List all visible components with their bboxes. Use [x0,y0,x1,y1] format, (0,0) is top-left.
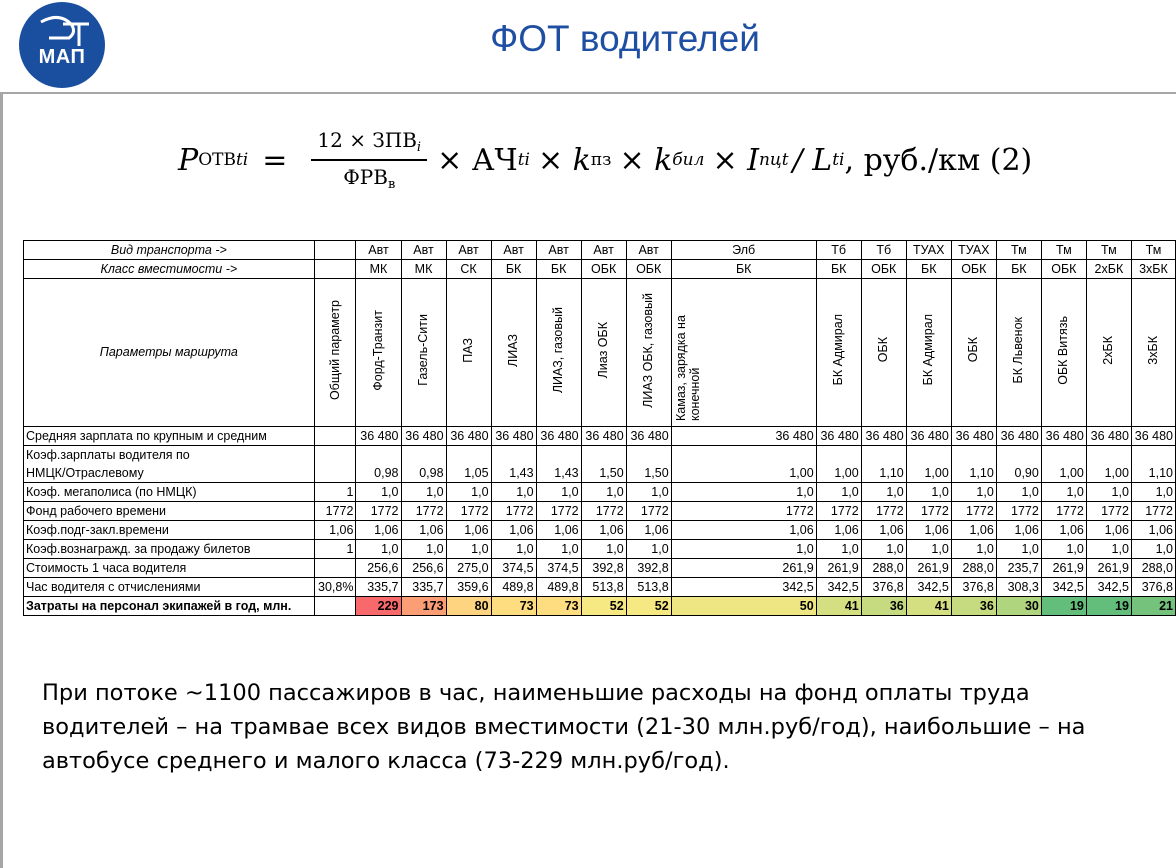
value-cell: 36 480 [1041,427,1086,446]
table-row [24,559,1176,578]
value-cell: 1,10 [861,464,906,483]
value-cell [816,446,861,465]
total-cell: 36 [861,597,906,616]
model-cell [491,279,536,427]
value-cell: 1,06 [356,521,401,540]
value-cell: 1,0 [401,540,446,559]
value-cell: 1,0 [1041,540,1086,559]
class-cell: ОБК [581,260,626,279]
class-cell: БК [816,260,861,279]
value-cell: 1,05 [446,464,491,483]
value-cell: 376,8 [1131,578,1175,597]
value-cell: 1,0 [906,540,951,559]
transport-cell: ТУАХ [906,241,951,260]
value-cell: 1,0 [951,483,996,502]
value-cell: 1772 [1041,502,1086,521]
value-cell: 342,5 [906,578,951,597]
formula-numerator: 12 × ЗПВ [317,128,417,152]
value-cell: 1,0 [581,483,626,502]
table-row [24,502,1176,521]
value-cell: 1,0 [581,540,626,559]
class-cell: БК [996,260,1041,279]
model-cell [951,279,996,427]
general-value [314,427,356,446]
page-title: ФОТ водителей [490,18,760,59]
value-cell: 36 480 [1086,427,1131,446]
transport-cell: Авт [581,241,626,260]
model-name: ОБК Витязь [1056,315,1071,385]
row-label: Коэф. мегаполиса (по НМЦК) [24,483,315,502]
value-cell: 36 480 [626,427,671,446]
value-cell: 288,0 [1131,559,1175,578]
value-cell: 36 480 [581,427,626,446]
row-label: Коэф.подг-закл.времени [24,521,315,540]
value-cell: 256,6 [356,559,401,578]
value-cell: 1,06 [816,521,861,540]
value-cell: 359,6 [446,578,491,597]
total-cell: 52 [626,597,671,616]
value-cell: 1,50 [626,464,671,483]
transport-cell: Тм [1131,241,1175,260]
class-cell: БК [671,260,816,279]
value-cell: 489,8 [536,578,581,597]
value-cell: 0,90 [996,464,1041,483]
formula-tail: , руб./км (2) [844,142,1033,178]
value-cell: 1,0 [816,540,861,559]
value-cell: 1,0 [536,540,581,559]
value-cell: 1,06 [581,521,626,540]
transport-cell: Тб [816,241,861,260]
value-cell: 36 480 [491,427,536,446]
total-cell: 229 [356,597,401,616]
value-cell: 261,9 [1041,559,1086,578]
value-cell: 374,5 [536,559,581,578]
value-cell: 1772 [816,502,861,521]
total-cell: 73 [536,597,581,616]
value-cell [1131,446,1175,465]
value-cell: 1772 [356,502,401,521]
transport-label: Вид транспорта -> [24,241,315,260]
value-cell: 335,7 [356,578,401,597]
value-cell [401,446,446,465]
value-cell: 1,0 [491,483,536,502]
value-cell: 1,06 [861,521,906,540]
transport-cell: Тм [1086,241,1131,260]
model-row [24,279,1176,427]
value-cell [671,446,816,465]
formula-lhs-sub: ОТВ [198,150,236,170]
model-cell [581,279,626,427]
class-cell: 2хБК [1086,260,1131,279]
left-border [0,93,3,868]
general-value [314,464,356,483]
class-label: Класс вместимости -> [24,260,315,279]
general-value [314,597,356,616]
model-cell [446,279,491,427]
class-cell: СК [446,260,491,279]
value-cell: 1,43 [491,464,536,483]
value-cell: 1,0 [1131,483,1175,502]
value-cell: 36 480 [861,427,906,446]
value-cell: 1,06 [491,521,536,540]
value-cell: 513,8 [581,578,626,597]
value-cell: 1,0 [1041,483,1086,502]
value-cell: 1,50 [581,464,626,483]
formula-lhs: P [178,142,199,178]
value-cell: 308,3 [996,578,1041,597]
transport-cell: Авт [626,241,671,260]
value-cell: 275,0 [446,559,491,578]
value-cell: 1,06 [536,521,581,540]
model-cell [861,279,906,427]
total-cell: 19 [1086,597,1131,616]
table-row [24,464,1176,483]
general-value: 1 [314,540,356,559]
value-cell: 1,0 [491,540,536,559]
value-cell: 1,06 [906,521,951,540]
formula-term4: × I [712,142,759,178]
formula-term1-sub: ti [517,150,530,170]
formula-eq: = [262,142,288,178]
formula-lhs-sub2: ti [235,150,249,170]
table-row [24,540,1176,559]
model-cell [996,279,1041,427]
value-cell: 376,8 [861,578,906,597]
value-cell: 1,0 [536,483,581,502]
model-name: Форд-Транзит [370,309,385,391]
value-cell: 1,0 [861,483,906,502]
value-cell: 36 480 [536,427,581,446]
value-cell: 1,0 [951,540,996,559]
value-cell: 256,6 [401,559,446,578]
class-cell: ОБК [626,260,671,279]
value-cell [626,446,671,465]
value-cell: 0,98 [401,464,446,483]
formula-denominator: ФРВ [343,165,388,189]
formula-numerator-sub: i [416,140,422,155]
model-name: ЛИАЗ [506,333,521,367]
value-cell: 489,8 [491,578,536,597]
total-cell: 41 [816,597,861,616]
row-label: Коэф.вознагражд. за продажу билетов [24,540,315,559]
row-label: Фонд рабочего времени [24,502,315,521]
value-cell: 1,06 [951,521,996,540]
value-cell: 1,0 [626,540,671,559]
transport-cell: ТУАХ [951,241,996,260]
model-cell [671,279,816,427]
value-cell [1041,446,1086,465]
value-cell: 36 480 [1131,427,1175,446]
total-cell: 173 [401,597,446,616]
formula-term1: × АЧ [437,142,518,178]
value-cell: 1,43 [536,464,581,483]
value-cell: 36 480 [671,427,816,446]
class-cell: МК [356,260,401,279]
value-cell: 1,0 [1086,540,1131,559]
value-cell [446,446,491,465]
total-cell: 52 [581,597,626,616]
value-cell: 1,0 [401,483,446,502]
formula-term2: × k [537,142,591,178]
value-cell [356,446,401,465]
general-value [314,559,356,578]
class-row [24,260,1176,279]
class-cell: ОБК [861,260,906,279]
value-cell: 1,10 [1131,464,1175,483]
class-cell: 3хБК [1131,260,1175,279]
total-cell: 41 [906,597,951,616]
formula-fraction [311,128,427,192]
total-cell: 80 [446,597,491,616]
value-cell: 1,06 [1041,521,1086,540]
table-row [24,578,1176,597]
general-value: 1772 [314,502,356,521]
model-cell [626,279,671,427]
value-cell [491,446,536,465]
value-cell: 1,0 [861,540,906,559]
value-cell: 288,0 [861,559,906,578]
model-name: Камаз, зарядка на конечной [673,315,702,421]
value-cell: 36 480 [401,427,446,446]
value-cell: 1772 [401,502,446,521]
transport-cell: Авт [401,241,446,260]
value-cell: 335,7 [401,578,446,597]
value-cell: 36 480 [951,427,996,446]
value-cell [861,446,906,465]
value-cell: 261,9 [816,559,861,578]
transport-cell: Авт [446,241,491,260]
row-label: Коэф.зарплаты водителя по [24,446,315,465]
model-name: ОБК [966,337,981,363]
value-cell: 1772 [951,502,996,521]
model-cell [356,279,401,427]
value-cell: 1,0 [996,483,1041,502]
model-cell [401,279,446,427]
value-cell: 1,0 [446,483,491,502]
formula-term3: × k [619,142,673,178]
value-cell: 1,06 [401,521,446,540]
value-cell [906,446,951,465]
value-cell: 36 480 [906,427,951,446]
model-cell [816,279,861,427]
model-name: БК Адмирал [921,314,936,386]
model-cell [1086,279,1131,427]
total-cell: 19 [1041,597,1086,616]
value-cell: 1772 [491,502,536,521]
transport-cell: Тм [996,241,1041,260]
value-cell: 1,00 [906,464,951,483]
model-cell [536,279,581,427]
value-cell: 1772 [1086,502,1131,521]
value-cell [951,446,996,465]
model-name: 2хБК [1101,335,1116,365]
value-cell [536,446,581,465]
transport-cell: Элб [671,241,816,260]
value-cell: 1,06 [1131,521,1175,540]
row-label: Час водителя с отчислениями [24,578,315,597]
model-cell [906,279,951,427]
transport-cell: Тб [861,241,906,260]
value-cell: 1,06 [626,521,671,540]
total-cell: 21 [1131,597,1175,616]
value-cell: 261,9 [906,559,951,578]
total-row [24,597,1176,616]
class-cell: ОБК [1041,260,1086,279]
value-cell: 1,0 [446,540,491,559]
transport-cell: Авт [356,241,401,260]
row-label: Средняя зарплата по крупным и средним [24,427,315,446]
value-cell: 1772 [996,502,1041,521]
table-row [24,521,1176,540]
value-cell: 1,10 [951,464,996,483]
value-cell: 1,0 [996,540,1041,559]
value-cell: 374,5 [491,559,536,578]
value-cell: 1772 [861,502,906,521]
row-label: НМЦК/Отраслевому [24,464,315,483]
value-cell: 1,00 [1041,464,1086,483]
transport-cell: Авт [536,241,581,260]
value-cell: 1,06 [671,521,816,540]
value-cell: 1,06 [1086,521,1131,540]
value-cell: 1,0 [671,483,816,502]
total-cell: 36 [951,597,996,616]
value-cell: 1,0 [626,483,671,502]
general-value: 30,8% [314,578,356,597]
value-cell: 1,0 [356,483,401,502]
transport-row [24,241,1176,260]
value-cell: 392,8 [626,559,671,578]
value-cell: 36 480 [356,427,401,446]
total-cell: 73 [491,597,536,616]
value-cell: 235,7 [996,559,1041,578]
value-cell: 288,0 [951,559,996,578]
model-cell [1041,279,1086,427]
general-param-header [314,279,356,427]
header-divider [0,92,1176,94]
model-cell [1131,279,1175,427]
value-cell: 1772 [536,502,581,521]
value-cell: 0,98 [356,464,401,483]
model-name: Лиаз ОБК [596,321,611,379]
value-cell: 1,00 [816,464,861,483]
value-cell [996,446,1041,465]
formula-term2-sub: пз [590,150,612,170]
value-cell [1086,446,1131,465]
general-value: 1 [314,483,356,502]
model-name: ПАЗ [461,337,476,363]
general-value: 1,06 [314,521,356,540]
value-cell: 1772 [671,502,816,521]
value-cell: 1,06 [446,521,491,540]
value-cell [581,446,626,465]
table-row [24,427,1176,446]
salary-table [23,240,1176,616]
value-cell: 1,00 [671,464,816,483]
class-cell: БК [536,260,581,279]
value-cell: 1772 [906,502,951,521]
model-name: ОБК [876,337,891,363]
value-cell: 36 480 [446,427,491,446]
table-row [24,483,1176,502]
formula [178,127,1032,193]
formula-term5-sub: ti [832,150,845,170]
total-cell: 30 [996,597,1041,616]
value-cell: 1,0 [671,540,816,559]
params-label: Параметры маршрута [24,279,315,427]
row-label: Стоимость 1 часа водителя [24,559,315,578]
formula-term5: / L [792,142,833,178]
total-label: Затраты на персонал экипажей в год, млн. [24,597,315,616]
transport-cell: Тм [1041,241,1086,260]
value-cell: 1,0 [356,540,401,559]
model-name: ЛИАЗ, газовый [551,306,566,394]
value-cell: 1,00 [1086,464,1131,483]
value-cell: 392,8 [581,559,626,578]
class-cell: БК [491,260,536,279]
class-cell: МК [401,260,446,279]
value-cell: 261,9 [1086,559,1131,578]
general-cell [314,241,356,260]
general-param-text: Общий параметр [327,299,342,401]
value-cell: 1772 [1131,502,1175,521]
value-cell: 36 480 [996,427,1041,446]
formula-term4-sub: пцt [758,150,789,170]
class-cell: ОБК [951,260,996,279]
model-name: БК Адмирал [831,314,846,386]
model-name: 3хБК [1145,335,1160,365]
value-cell: 342,5 [671,578,816,597]
formula-denominator-sub: в [387,177,396,192]
total-cell: 50 [671,597,816,616]
general-cell [314,260,356,279]
value-cell: 36 480 [816,427,861,446]
caption: При потоке ~1100 пассажиров в час, наименьшие расходы на фонд оплаты труда водителей – на трамвае всех видов вместимости (21-30 млн.руб/год), наибольшие – на автобусе среднего и малого класса (73-229 млн.руб/год). [42,680,1086,774]
value-cell: 513,8 [626,578,671,597]
model-name: ЛИАЗ ОБК, газовый [641,292,656,408]
value-cell: 1,0 [906,483,951,502]
value-cell: 342,5 [1041,578,1086,597]
value-cell: 376,8 [951,578,996,597]
table-row [24,446,1176,465]
formula-term3-sub: бил [672,150,705,170]
value-cell: 261,9 [671,559,816,578]
general-value [314,446,356,465]
value-cell: 342,5 [1086,578,1131,597]
value-cell: 1772 [446,502,491,521]
value-cell: 1,0 [816,483,861,502]
logo-text: МАП [38,46,86,68]
value-cell: 1772 [581,502,626,521]
transport-cell: Авт [491,241,536,260]
class-cell: БК [906,260,951,279]
model-name: Газель-Сити [416,314,431,386]
value-cell: 1772 [626,502,671,521]
model-name: БК Львенок [1011,316,1026,384]
value-cell: 1,0 [1086,483,1131,502]
value-cell: 1,06 [996,521,1041,540]
value-cell: 1,0 [1131,540,1175,559]
value-cell: 342,5 [816,578,861,597]
